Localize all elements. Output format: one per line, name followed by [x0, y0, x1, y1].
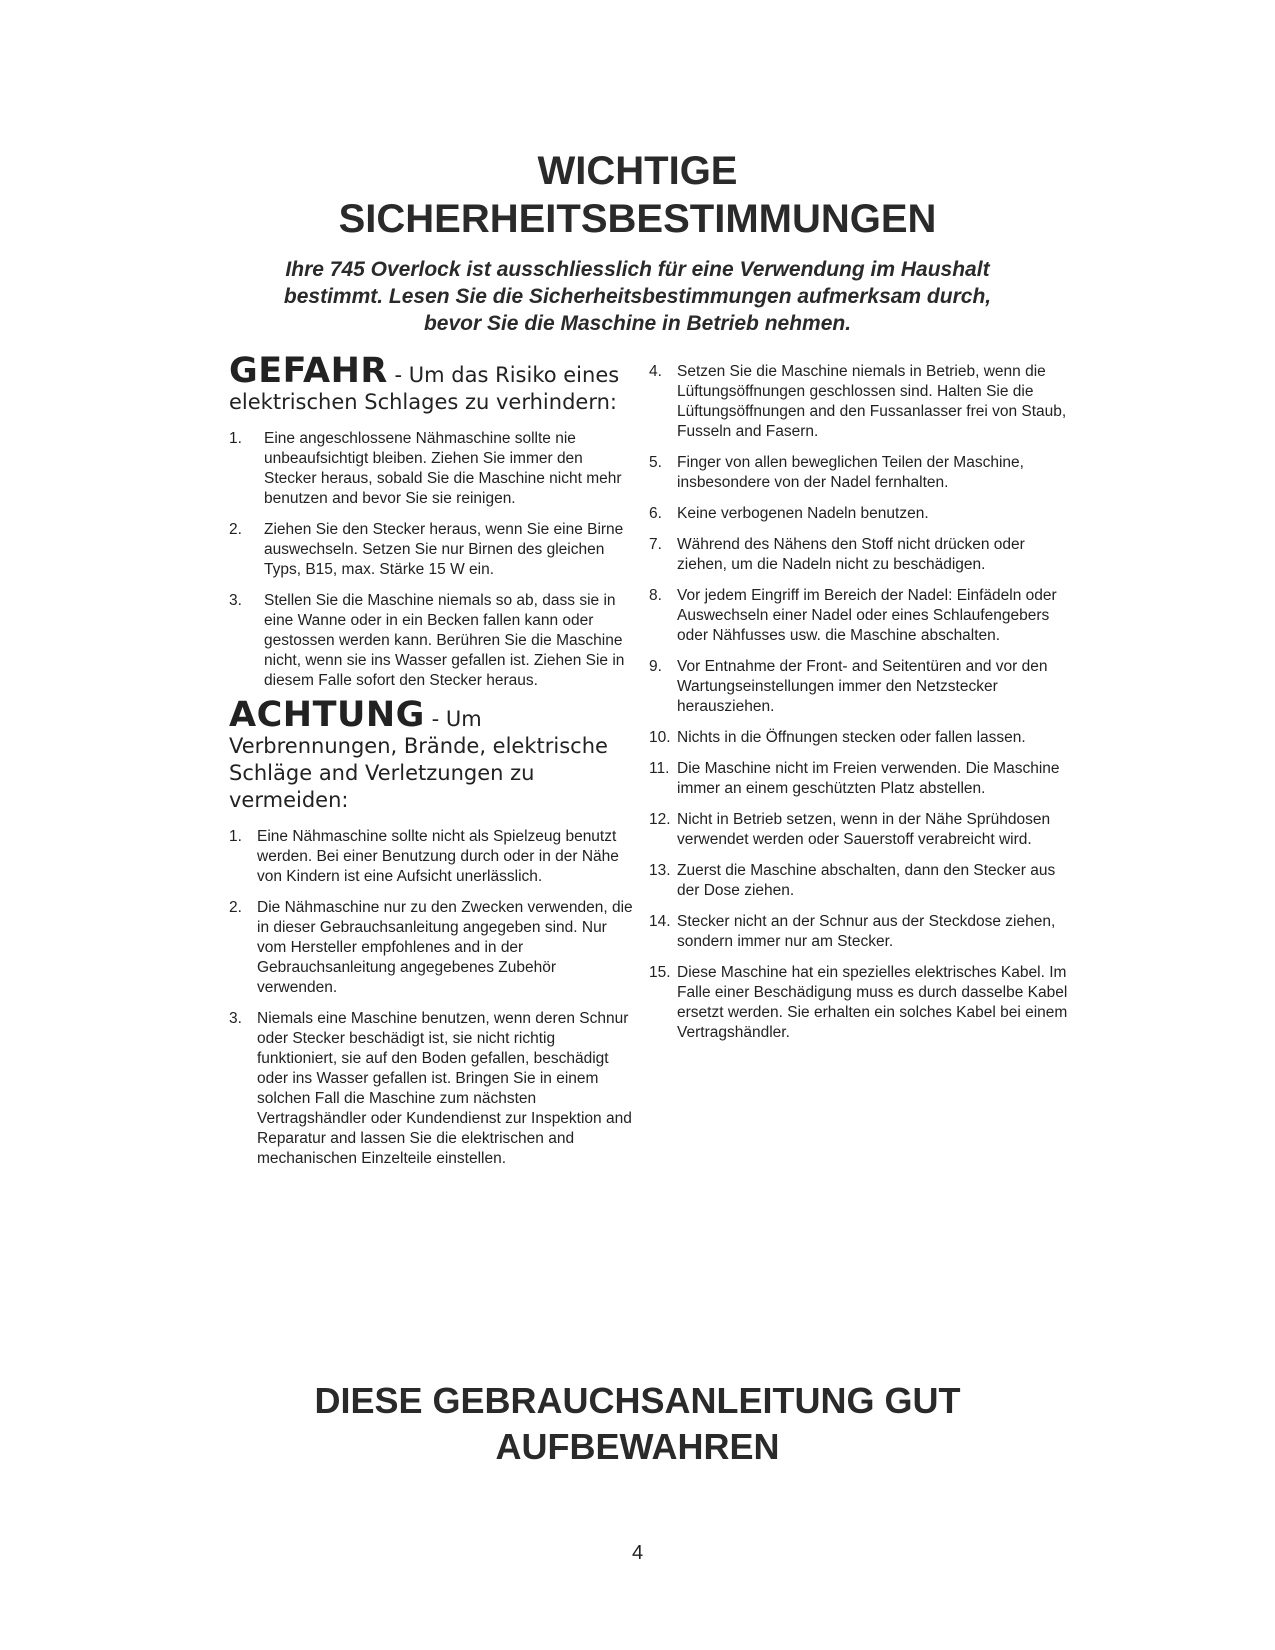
- item-text: Die Maschine nicht im Freien verwenden. Die Maschine immer an einem geschützten Platz abstellen.: [677, 760, 1060, 797]
- list-item: [229, 520, 634, 580]
- item-text: Niemals eine Maschine benutzen, wenn deren Schnur oder Stecker beschädigt ist, sie nicht richtig funktioniert, sie auf den Boden gefallen, beschädigt oder ins Wasser gefallen ist. Bringen Sie in einem solchen Fall die Maschine zum nächsten Vertragshändler oder Kundendienst zur Inspektion and Reparatur and lassen Sie die elektrischen and mechanischen Einzelteile einstellen.: [257, 1010, 632, 1167]
- gefahr-heading: [229, 351, 634, 416]
- list-item: [229, 591, 634, 691]
- item-number: 1.: [229, 430, 242, 447]
- list-item: [649, 810, 1069, 850]
- item-number: 7.: [649, 536, 662, 553]
- list-item: [229, 827, 634, 887]
- item-number: 2.: [229, 521, 242, 538]
- footer-line-1: DIESE GEBRAUCHSANLEITUNG GUT: [314, 1380, 961, 1421]
- item-text: Die Nähmaschine nur zu den Zwecken verwenden, die in dieser Gebrauchsanleitung angegeben sind. Nur vom Hersteller empfohlenes and in der Gebrauchsanleitung angegebenes Zubehör verwenden.: [257, 899, 633, 996]
- achtung-list: [229, 827, 634, 1169]
- list-item: [229, 1009, 634, 1169]
- list-item: [649, 362, 1069, 442]
- list-item: [649, 912, 1069, 952]
- right-list: [649, 362, 1069, 1043]
- list-item: [649, 453, 1069, 493]
- intro-line-1: Ihre 745 Overlock ist ausschliesslich für eine Verwendung im Haushalt: [285, 258, 990, 281]
- item-text: Zuerst die Maschine abschalten, dann den Stecker aus der Dose ziehen.: [677, 862, 1056, 899]
- item-number: 3.: [229, 1010, 242, 1027]
- left-column: [229, 351, 634, 1180]
- item-text: Stecker nicht an der Schnur aus der Steckdose ziehen, sondern immer nur am Stecker.: [677, 913, 1056, 950]
- item-number: 5.: [649, 454, 662, 471]
- item-text: Vor Entnahme der Front- and Seitentüren and vor den Wartungseinstellungen immer den Netzstecker herausziehen.: [677, 658, 1048, 715]
- intro-line-3: bevor Sie die Maschine in Betrieb nehmen.: [423, 312, 852, 335]
- list-item: [649, 861, 1069, 901]
- item-text: Vor jedem Eingriff im Bereich der Nadel: Einfädeln oder Auswechseln einer Nadel oder eines Schlaufengebers oder Nähfusses usw. die Maschine abschalten.: [677, 587, 1057, 644]
- intro-text: [200, 256, 1075, 337]
- item-number: 1.: [229, 828, 242, 845]
- list-item: [649, 657, 1069, 717]
- right-column: [649, 362, 1069, 1054]
- gefahr-list: [229, 429, 634, 691]
- page-title: [0, 147, 1275, 243]
- item-text: Setzen Sie die Maschine niemals in Betrieb, wenn die Lüftungsöffnungen geschlossen sind. Halten Sie die Lüftungsöffnungen and den Fussanlasser frei von Staub, Fusseln and Fasern.: [677, 363, 1067, 440]
- item-number: 15.: [649, 964, 671, 981]
- page-number: 4: [631, 1542, 644, 1564]
- title-line-1: WICHTIGE: [537, 149, 738, 193]
- item-text: Finger von allen beweglichen Teilen der Maschine, insbesondere von der Nadel fernhalten.: [677, 454, 1024, 491]
- list-item: [649, 963, 1069, 1043]
- item-number: 14.: [649, 913, 671, 930]
- item-text: Während des Nähens den Stoff nicht drücken oder ziehen, um die Nadeln nicht zu beschädigen.: [677, 536, 1025, 573]
- item-text: Diese Maschine hat ein spezielles elektrisches Kabel. Im Falle einer Beschädigung muss es durch dasselbe Kabel ersetzt werden. Sie erhalten ein solches Kabel bei einem Vertragshändler.: [677, 964, 1068, 1041]
- list-item: [649, 504, 1069, 524]
- achtung-section: [229, 695, 634, 1169]
- item-number: 3.: [229, 592, 242, 609]
- achtung-heading: [229, 695, 634, 814]
- intro-line-2: bestimmt. Lesen Sie die Sicherheitsbestimmungen aufmerksam durch,: [283, 285, 992, 308]
- item-number: 8.: [649, 587, 662, 604]
- list-item: [649, 535, 1069, 575]
- item-number: 11.: [649, 760, 670, 777]
- item-text: Keine verbogenen Nadeln benutzen.: [677, 505, 929, 522]
- item-text: Ziehen Sie den Stecker heraus, wenn Sie eine Birne auswechseln. Setzen Sie nur Birnen des gleichen Typs, B15, max. Stärke 15 W ein.: [264, 521, 624, 578]
- title-line-2: SICHERHEITSBESTIMMUNGEN: [338, 197, 937, 241]
- footer-line-2: AUFBEWAHREN: [495, 1426, 780, 1467]
- list-item: [649, 759, 1069, 799]
- item-number: 4.: [649, 363, 662, 380]
- item-text: Eine angeschlossene Nähmaschine sollte nie unbeaufsichtigt bleiben. Ziehen Sie immer den Stecker heraus, sobald Sie die Maschine nicht mehr benutzen and bevor Sie sie reinigen.: [264, 430, 622, 507]
- gefahr-label: GEFAHR: [229, 351, 388, 391]
- item-number: 10.: [649, 729, 671, 746]
- list-item: [649, 586, 1069, 646]
- achtung-label: ACHTUNG: [229, 695, 425, 735]
- gefahr-text: - Um das Risiko eines elektrischen Schlages zu verhindern:: [229, 363, 620, 414]
- list-item: [229, 898, 634, 998]
- item-text: Stellen Sie die Maschine niemals so ab, dass sie in eine Wanne oder in ein Becken fallen kann oder gestossen werden kann. Berühren Sie die Maschine nicht, wenn sie ins Wasser gefallen ist. Ziehen Sie in diesem Falle sofort den Stecker heraus.: [264, 592, 625, 689]
- item-text: Eine Nähmaschine sollte nicht als Spielzeug benutzt werden. Bei einer Benutzung durch oder in der Nähe von Kindern ist eine Aufsicht unerlässlich.: [257, 828, 619, 885]
- list-item: [229, 429, 634, 509]
- item-number: 6.: [649, 505, 662, 522]
- item-number: 9.: [649, 658, 662, 675]
- footer-note: [0, 1378, 1275, 1470]
- list-item: [649, 728, 1069, 748]
- achtung-text: - Um Verbrennungen, Brände, elektrische Schläge and Verletzungen zu vermeiden:: [229, 707, 608, 812]
- item-number: 13.: [649, 862, 671, 879]
- item-number: 2.: [229, 899, 242, 916]
- item-text: Nicht in Betrieb setzen, wenn in der Nähe Sprühdosen verwendet werden oder Sauerstoff verabreicht wird.: [677, 811, 1051, 848]
- item-text: Nichts in die Öffnungen stecken oder fallen lassen.: [677, 729, 1026, 746]
- item-number: 12.: [649, 811, 671, 828]
